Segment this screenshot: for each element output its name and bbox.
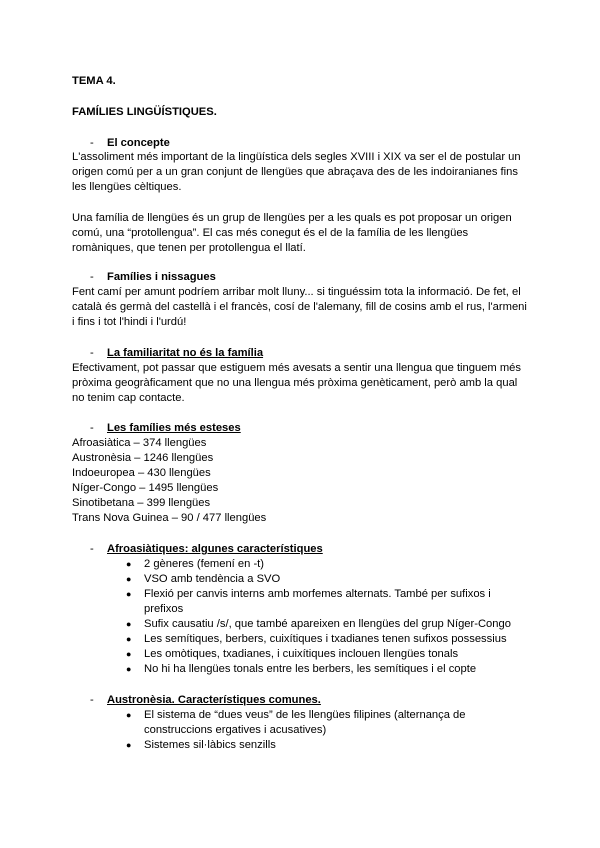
dash-marker: - [90,137,94,149]
paragraph-line: origen comú per a un gran conjunt de llengües que abraçava des de les indoiranianes fins [72,166,518,178]
dash-marker: - [90,347,94,359]
bullet-icon: ● [126,634,132,644]
paragraph-line: comú, una “protollengua”. El cas més conegut és el de la família de les llengües [72,227,469,239]
bullet-icon: ● [126,619,132,629]
list-item: Austronèsia – 1246 llengües [72,452,214,464]
bullet-icon: ● [126,574,132,584]
paragraph-line: les llengües cèltiques. [72,181,182,193]
paragraph-line: no tenim cap contacte. [72,392,185,404]
section-heading-afroasiatiques: Afroasiàtiques: algunes característiques [107,543,323,555]
paragraph-line: Fent camí per amunt podríem arribar molt lluny... si tinguéssim tota la informació. De fet, el [72,286,521,298]
topic-number: TEMA 4. [72,75,116,87]
bullet-text: El sistema de “dues veus” de les llengües filipines (alternança de [144,709,466,721]
bullet-text-continuation: prefixos [144,603,184,615]
list-item: Afroasiàtica – 374 llengües [72,437,207,449]
bullet-icon: ● [126,710,132,720]
bullet-text: Sufix causatiu /s/, que també apareixen en llengües del grup Níger-Congo [144,618,511,630]
paragraph-line: pròxima geogràficament que no una llengua més pròxima genèticament, però amb la qual [72,377,518,389]
paragraph-line: Efectivament, pot passar que estiguem més avesats a sentir una llengua que tinguem més [72,362,521,374]
bullet-icon: ● [126,559,132,569]
list-item: Níger-Congo – 1495 llengües [72,482,219,494]
bullet-text: Sistemes sil·làbics senzills [144,739,276,751]
bullet-icon: ● [126,649,132,659]
bullet-text: No hi ha llengües tonals entre les berbers, les semítiques i el copte [144,663,477,675]
list-item: Sinotibetana – 399 llengües [72,497,211,509]
section-heading-concepte: El concepte [107,137,170,149]
bullet-icon: ● [126,589,132,599]
list-item: Indoeuropea – 430 llengües [72,467,211,479]
list-item: Trans Nova Guinea – 90 / 477 llengües [72,512,267,524]
bullet-icon: ● [126,740,132,750]
section-heading-families-nissagues: Famílies i nissagues [107,271,216,283]
paragraph-line: romàniques, que tenen per protollengua el llatí. [72,242,306,254]
paragraph-line: Una família de llengües és un grup de llengües per a les quals es pot proposar un origen [72,212,512,224]
paragraph-line: català és germà del castellà i el francès, cosí de l'alemany, fill de cosins amb el rus, l'armeni [72,301,527,313]
dash-marker: - [90,271,94,283]
bullet-text: Les omòtiques, txadianes, i cuixítiques inclouen llengües tonals [144,648,459,660]
bullet-text: 2 gèneres (femení en -t) [144,558,265,570]
bullet-text: Les semítiques, berbers, cuixítiques i txadianes tenen sufixos possessius [144,633,507,645]
bullet-icon: ● [126,664,132,674]
bullet-text: VSO amb tendència a SVO [144,573,281,585]
page-title: FAMÍLIES LINGÜÍSTIQUES. [72,106,217,118]
section-heading-families-esteses: Les famílies més esteses [107,422,241,434]
bullet-text: Flexió per canvis interns amb morfemes alternats. També per sufixos i [144,588,491,600]
dash-marker: - [90,543,94,555]
dash-marker: - [90,422,94,434]
dash-marker: - [90,694,94,706]
paragraph-line: L'assoliment més important de la lingüística dels segles XVIII i XIX va ser el de postular un [72,151,521,163]
section-heading-austronesia: Austronèsia. Característiques comunes. [107,694,321,706]
paragraph-line: i fins i tot l'hindi i l'urdú! [72,316,187,328]
section-heading-familiaritat: La familiaritat no és la família [107,347,264,359]
bullet-text-continuation: construccions ergatives i acusatives) [144,724,327,736]
